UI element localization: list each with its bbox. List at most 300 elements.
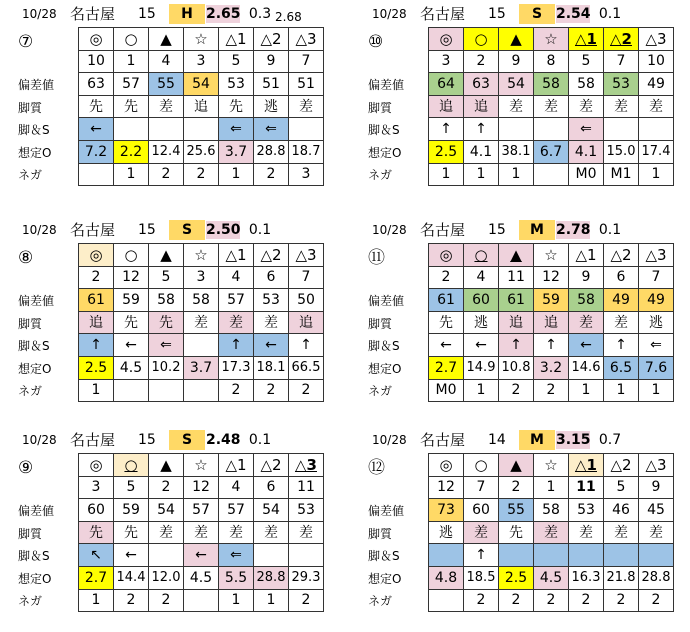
table-row — [79, 521, 324, 544]
race-date: 10/28 — [372, 433, 407, 447]
nega-cell: 2 — [289, 379, 324, 402]
hensachi-cell: 54 — [499, 73, 534, 96]
race-header — [370, 218, 690, 242]
table-row — [79, 334, 324, 357]
hensachi-cell: 51 — [254, 73, 289, 96]
hensachi-cell: 58 — [534, 73, 569, 96]
prediction-table — [428, 27, 674, 186]
table-row — [429, 356, 674, 379]
kyakushitsu-cell: 先 — [219, 95, 254, 118]
row-labels — [368, 290, 428, 403]
nega-cell: 1 — [114, 163, 149, 186]
odds-cell: 18.7 — [289, 140, 324, 163]
row-labels — [18, 290, 78, 403]
race-header — [20, 428, 340, 452]
odds-cell: 2.5 — [499, 566, 534, 589]
mark-cell: △2 — [604, 454, 639, 477]
hensachi-cell: 61 — [79, 289, 114, 312]
mark-cell: △3 — [639, 28, 674, 51]
row-label: 脚質 — [368, 526, 393, 541]
table-row — [79, 356, 324, 379]
hensachi-cell: 64 — [429, 73, 464, 96]
mark-cell: △3 — [639, 244, 674, 267]
kyakushitsu-cell: 差 — [569, 311, 604, 334]
horse-number-cell: 7 — [289, 266, 324, 289]
ashi-s-cell — [184, 334, 219, 357]
horse-number-cell: 4 — [464, 266, 499, 289]
hensachi-cell: 63 — [464, 73, 499, 96]
hensachi-cell: 57 — [114, 73, 149, 96]
prediction-table — [78, 453, 324, 612]
horse-number-cell: 4 — [219, 266, 254, 289]
ashi-s-cell: ⇐ — [219, 544, 254, 567]
kyakushitsu-cell: 差 — [254, 521, 289, 544]
nega-cell: 1 — [219, 163, 254, 186]
distance: 15 — [138, 432, 156, 448]
kyakushitsu-cell: 差 — [534, 521, 569, 544]
distance: 15 — [488, 222, 506, 238]
odds-cell: 3.2 — [534, 356, 569, 379]
distance: 15 — [138, 222, 156, 238]
ashi-s-cell — [534, 118, 569, 141]
mark-cell: ▲ — [499, 454, 534, 477]
mark-cell: ▲ — [499, 244, 534, 267]
table-row — [79, 266, 324, 289]
race-date: 10/28 — [372, 223, 407, 237]
odds-cell: 2.5 — [79, 356, 114, 379]
row-label: 想定O — [18, 571, 52, 586]
odds-cell: 25.6 — [184, 140, 219, 163]
mark-cell: △3 — [289, 28, 324, 51]
horse-number-cell: 7 — [289, 50, 324, 73]
kyakushitsu-cell: 差 — [499, 95, 534, 118]
row-label: 想定O — [368, 145, 402, 160]
mark-cell: ○ — [464, 244, 499, 267]
odds-cell: 14.6 — [569, 356, 604, 379]
hensachi-cell: 60 — [464, 289, 499, 312]
grade-badge: M — [519, 430, 555, 450]
odds-cell: 3.7 — [184, 356, 219, 379]
grade-badge: H — [169, 4, 205, 24]
row-label: 偏差値 — [368, 504, 405, 518]
nega-cell: 2 — [569, 589, 604, 612]
hensachi-cell: 60 — [464, 499, 499, 522]
table-row — [429, 379, 674, 402]
hensachi-cell: 61 — [429, 289, 464, 312]
odds-cell: 16.3 — [569, 566, 604, 589]
odds-cell: 18.5 — [464, 566, 499, 589]
race-date: 10/28 — [22, 223, 57, 237]
ashi-s-cell: ↑ — [499, 334, 534, 357]
hensachi-cell: 58 — [149, 289, 184, 312]
ashi-s-cell: ← — [569, 334, 604, 357]
row-label: 脚＆S — [368, 549, 400, 564]
odds-cell: 4.5 — [184, 566, 219, 589]
mark-cell: △2 — [604, 244, 639, 267]
table-row — [429, 163, 674, 186]
hensachi-cell: 60 — [79, 499, 114, 522]
table-row — [429, 289, 674, 312]
venue: 名古屋 — [420, 5, 466, 23]
row-label: 脚質 — [18, 316, 43, 331]
table-row — [429, 118, 674, 141]
ashi-s-cell: ← — [429, 334, 464, 357]
mark-cell: ◎ — [429, 28, 464, 51]
table-row — [79, 244, 324, 267]
ashi-s-cell: ← — [464, 334, 499, 357]
nega-cell: 1 — [79, 379, 114, 402]
hensachi-cell: 59 — [114, 289, 149, 312]
nega-cell: 2 — [534, 379, 569, 402]
mark-cell: ○ — [464, 454, 499, 477]
odds-cell: 4.5 — [534, 566, 569, 589]
mark-cell: ☆ — [534, 28, 569, 51]
ashi-s-cell — [534, 544, 569, 567]
nega-cell: 1 — [219, 589, 254, 612]
row-label: ネガ — [18, 594, 43, 609]
hensachi-cell: 55 — [499, 499, 534, 522]
odds-cell: 12.4 — [149, 140, 184, 163]
hensachi-cell: 49 — [639, 289, 674, 312]
race-number: ⑫ — [368, 458, 385, 478]
race-number: ⑧ — [18, 248, 34, 268]
race-panel — [370, 428, 690, 623]
odds-cell: 6.5 — [604, 356, 639, 379]
table-row — [429, 334, 674, 357]
horse-number-cell: 9 — [639, 476, 674, 499]
kyakushitsu-cell: 差 — [604, 95, 639, 118]
nega-cell: 1 — [254, 589, 289, 612]
kyakushitsu-cell: 差 — [464, 521, 499, 544]
nega-cell: 2 — [254, 379, 289, 402]
row-label: 偏差値 — [18, 504, 55, 518]
distance: 15 — [488, 6, 506, 22]
mark-cell: △3 — [639, 454, 674, 477]
nega-cell: 2 — [289, 589, 324, 612]
ashi-s-cell — [429, 544, 464, 567]
table-row — [79, 95, 324, 118]
grade-badge: S — [169, 430, 205, 450]
horse-number-cell: 7 — [604, 50, 639, 73]
prediction-table — [78, 243, 324, 402]
kyakushitsu-cell: 逃 — [464, 311, 499, 334]
race-number: ⑦ — [18, 32, 34, 52]
ashi-s-cell: ↑ — [429, 118, 464, 141]
kyakushitsu-cell: 先 — [79, 95, 114, 118]
mark-cell: ○ — [114, 244, 149, 267]
ashi-s-cell: ↖ — [79, 544, 114, 567]
horse-number-cell: 4 — [149, 50, 184, 73]
nega-cell — [184, 379, 219, 402]
hensachi-cell: 58 — [569, 73, 604, 96]
odds-cell: 5.5 — [219, 566, 254, 589]
pace-value: 2.65 — [206, 6, 241, 22]
table-row — [79, 289, 324, 312]
horse-number-cell: 5 — [149, 266, 184, 289]
ashi-s-cell — [149, 118, 184, 141]
nega-cell — [114, 379, 149, 402]
table-row — [429, 544, 674, 567]
mark-cell: △1 — [569, 28, 604, 51]
nega-cell: 2 — [499, 379, 534, 402]
table-row — [429, 266, 674, 289]
horse-number-cell: 2 — [149, 476, 184, 499]
table-row — [429, 454, 674, 477]
pace-value: 2.48 — [206, 432, 241, 448]
horse-number-cell: 12 — [114, 266, 149, 289]
row-label: 脚質 — [18, 100, 43, 115]
horse-number-cell: 9 — [499, 50, 534, 73]
race-date: 10/28 — [372, 7, 407, 21]
kyakushitsu-cell: 差 — [604, 311, 639, 334]
row-label: ネガ — [18, 384, 43, 399]
hensachi-cell: 63 — [79, 73, 114, 96]
hensachi-cell: 57 — [219, 289, 254, 312]
table-row — [79, 28, 324, 51]
hensachi-cell: 49 — [639, 73, 674, 96]
row-label: 脚＆S — [18, 339, 50, 354]
ashi-s-cell: ↑ — [604, 334, 639, 357]
diff-value: 0.7 — [598, 432, 622, 448]
horse-number-cell: 11 — [499, 266, 534, 289]
mark-cell: ◎ — [429, 244, 464, 267]
row-label: 脚質 — [18, 526, 43, 541]
nega-cell: 2 — [149, 589, 184, 612]
kyakushitsu-cell: 差 — [289, 521, 324, 544]
kyakushitsu-cell: 逃 — [639, 311, 674, 334]
kyakushitsu-cell: 追 — [184, 95, 219, 118]
horse-number-cell: 2 — [464, 50, 499, 73]
table-row — [429, 50, 674, 73]
race-panel — [370, 218, 690, 413]
hensachi-cell: 51 — [289, 73, 324, 96]
ashi-s-cell — [639, 118, 674, 141]
table-row — [429, 244, 674, 267]
row-label: ネガ — [18, 168, 43, 183]
distance: 14 — [488, 432, 506, 448]
row-labels — [368, 74, 428, 187]
mark-cell: ◎ — [79, 28, 114, 51]
race-date: 10/28 — [22, 7, 57, 21]
kyakushitsu-cell: 先 — [79, 521, 114, 544]
horse-number-cell: 12 — [429, 476, 464, 499]
mark-cell: ☆ — [534, 454, 569, 477]
ashi-s-cell — [499, 118, 534, 141]
hensachi-cell: 57 — [219, 499, 254, 522]
horse-number-cell: 5 — [219, 50, 254, 73]
pace-value: 2.50 — [206, 222, 241, 238]
kyakushitsu-cell: 差 — [534, 95, 569, 118]
odds-cell: 10.8 — [499, 356, 534, 379]
ashi-s-cell: ← — [254, 334, 289, 357]
row-label: 偏差値 — [368, 294, 405, 308]
table-row — [79, 163, 324, 186]
hensachi-cell: 53 — [289, 499, 324, 522]
mark-cell: ◎ — [79, 244, 114, 267]
table-row — [79, 589, 324, 612]
horse-number-cell: 2 — [429, 266, 464, 289]
horse-number-cell: 5 — [604, 476, 639, 499]
kyakushitsu-cell: 追 — [79, 311, 114, 334]
venue: 名古屋 — [420, 221, 466, 239]
horse-number-cell: 12 — [534, 266, 569, 289]
nega-cell: 1 — [639, 379, 674, 402]
ashi-s-cell — [114, 118, 149, 141]
nega-cell: 2 — [254, 163, 289, 186]
horse-number-cell: 3 — [184, 266, 219, 289]
ashi-s-cell — [569, 544, 604, 567]
row-label: 脚＆S — [18, 549, 50, 564]
horse-number-cell: 1 — [114, 50, 149, 73]
ashi-s-cell — [184, 118, 219, 141]
nega-cell — [79, 163, 114, 186]
horse-number-cell: 6 — [604, 266, 639, 289]
kyakushitsu-cell: 追 — [499, 311, 534, 334]
odds-cell: 28.8 — [254, 566, 289, 589]
horse-number-cell: 3 — [184, 50, 219, 73]
odds-cell: 66.5 — [289, 356, 324, 379]
hensachi-cell: 54 — [149, 499, 184, 522]
hensachi-cell: 53 — [219, 73, 254, 96]
odds-cell: 28.8 — [254, 140, 289, 163]
hensachi-cell: 58 — [534, 499, 569, 522]
row-labels — [18, 500, 78, 613]
odds-cell: 2.7 — [79, 566, 114, 589]
distance: 15 — [138, 6, 156, 22]
table-row — [79, 50, 324, 73]
horse-number-cell: 2 — [79, 266, 114, 289]
odds-cell: 21.8 — [604, 566, 639, 589]
hensachi-cell: 58 — [184, 289, 219, 312]
kyakushitsu-cell: 先 — [114, 521, 149, 544]
odds-cell: 4.8 — [429, 566, 464, 589]
odds-cell: 2.5 — [429, 140, 464, 163]
hensachi-cell: 55 — [149, 73, 184, 96]
horse-number-cell: 8 — [534, 50, 569, 73]
table-row — [79, 454, 324, 477]
row-labels — [368, 500, 428, 613]
mark-cell: ☆ — [534, 244, 569, 267]
ashi-s-cell — [149, 544, 184, 567]
row-label: 偏差値 — [368, 78, 405, 92]
odds-cell: 6.7 — [534, 140, 569, 163]
mark-cell: △3 — [289, 454, 324, 477]
horse-number-cell: 6 — [254, 266, 289, 289]
diff-value: 0.1 — [598, 6, 622, 22]
mark-cell: ○ — [114, 454, 149, 477]
row-label: 想定O — [18, 145, 52, 160]
kyakushitsu-cell: 差 — [219, 311, 254, 334]
mark-cell: ▲ — [149, 454, 184, 477]
horse-number-cell: 1 — [534, 476, 569, 499]
kyakushitsu-cell: 先 — [149, 311, 184, 334]
nega-cell: 2 — [184, 163, 219, 186]
pace-value: 2.78 — [556, 222, 591, 238]
mark-cell: △1 — [569, 244, 604, 267]
hensachi-cell: 45 — [639, 499, 674, 522]
ashi-s-cell — [289, 544, 324, 567]
venue: 名古屋 — [70, 5, 116, 23]
ashi-s-cell: ⇐ — [569, 118, 604, 141]
nega-cell: 1 — [464, 163, 499, 186]
grade-badge: M — [519, 220, 555, 240]
race-panel — [20, 2, 340, 197]
venue: 名古屋 — [420, 431, 466, 449]
hensachi-cell: 50 — [289, 289, 324, 312]
pace-value: 2.54 — [556, 6, 591, 22]
mark-cell: ◎ — [429, 454, 464, 477]
mark-cell: △2 — [604, 28, 639, 51]
nega-cell: 1 — [569, 379, 604, 402]
mark-cell: ▲ — [149, 244, 184, 267]
hensachi-cell: 54 — [254, 499, 289, 522]
kyakushitsu-cell: 差 — [149, 95, 184, 118]
horse-number-cell: 11 — [289, 476, 324, 499]
diff-value: 0.3 — [248, 6, 272, 22]
kyakushitsu-cell: 追 — [534, 311, 569, 334]
nega-cell: 2 — [219, 379, 254, 402]
ashi-s-cell — [254, 544, 289, 567]
table-row — [79, 118, 324, 141]
mark-cell: △2 — [254, 244, 289, 267]
venue: 名古屋 — [70, 431, 116, 449]
odds-cell: 4.1 — [464, 140, 499, 163]
nega-cell — [429, 589, 464, 612]
odds-cell: 4.5 — [114, 356, 149, 379]
prediction-table — [78, 27, 324, 186]
table-row — [429, 476, 674, 499]
mark-cell: ▲ — [499, 28, 534, 51]
extra-value: 2.68 — [275, 10, 302, 24]
race-number: ⑩ — [368, 32, 384, 52]
race-panel — [20, 428, 340, 623]
prediction-table — [428, 243, 674, 402]
odds-cell: 12.0 — [149, 566, 184, 589]
race-header — [20, 218, 340, 242]
table-row — [79, 499, 324, 522]
horse-number-cell: 7 — [639, 266, 674, 289]
kyakushitsu-cell: 逃 — [254, 95, 289, 118]
kyakushitsu-cell: 差 — [639, 521, 674, 544]
ashi-s-cell: ↑ — [464, 118, 499, 141]
nega-cell: 2 — [149, 163, 184, 186]
horse-number-cell: 10 — [79, 50, 114, 73]
ashi-s-cell: ← — [184, 544, 219, 567]
mark-cell: △1 — [219, 28, 254, 51]
ashi-s-cell — [639, 544, 674, 567]
row-label: 偏差値 — [18, 78, 55, 92]
horse-number-cell: 3 — [429, 50, 464, 73]
table-row — [79, 476, 324, 499]
odds-cell: 38.1 — [499, 140, 534, 163]
race-header — [20, 2, 340, 26]
horse-number-cell: 9 — [569, 266, 604, 289]
horse-number-cell: 9 — [254, 50, 289, 73]
horse-number-cell: 10 — [639, 50, 674, 73]
odds-cell: 18.1 — [254, 356, 289, 379]
kyakushitsu-cell: 差 — [569, 95, 604, 118]
row-label: 脚＆S — [368, 339, 400, 354]
odds-cell: 2.7 — [429, 356, 464, 379]
horse-number-cell: 6 — [254, 476, 289, 499]
ashi-s-cell: ↑ — [534, 334, 569, 357]
table-row — [429, 73, 674, 96]
row-label: ネガ — [368, 168, 393, 183]
mark-cell: △1 — [219, 454, 254, 477]
row-label: 偏差値 — [18, 294, 55, 308]
ashi-s-cell: ← — [114, 544, 149, 567]
diff-value: 0.1 — [248, 222, 272, 238]
